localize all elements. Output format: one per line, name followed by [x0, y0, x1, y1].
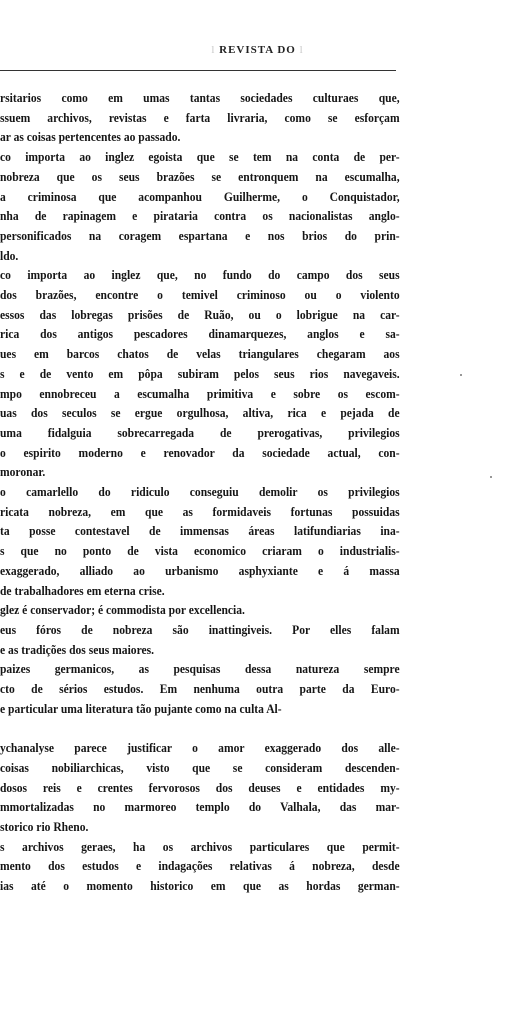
header-rule	[0, 70, 396, 71]
text-line	[0, 719, 400, 739]
text-line: paizes germanicos, as pesquisas dessa natureza sempre	[0, 661, 400, 677]
text-line: ues em barcos chatos de velas triangulares chegaram aos	[0, 346, 400, 362]
text-line: uas dos seculos se ergue orgulhosa, altiva, rica e pejada de	[0, 405, 400, 421]
text-line: exaggerado, alliado ao urbanismo asphyxiante e á massa	[0, 562, 400, 578]
text-line: s e de vento em pôpa subiram pelos seus rios navegaveis.	[0, 365, 400, 381]
text-line: personificados na coragem espartana e nos brios do prin-	[0, 227, 400, 243]
text-line: uma fidalguia sobrecarregada de prerogativas, privilegios	[0, 424, 400, 440]
text-line: essos das lobregas prisões de Ruão, ou o lobrigue na car-	[0, 306, 400, 322]
text-line: s archivos geraes, ha os archivos particulares que permit-	[0, 838, 400, 854]
text-line: dos brazões, encontre o temivel criminoso ou o violento	[0, 287, 400, 303]
text-line: nobreza que os seus brazões se entronquem na escumalha,	[0, 168, 400, 184]
text-line: co importa ao inglez que, no fundo do campo dos seus	[0, 267, 400, 283]
text-line: e as tradições dos seus maiores.	[0, 641, 155, 657]
text-line: e particular uma literatura tão pujante como na culta Al-	[0, 700, 282, 716]
text-line: s que no ponto de vista economico criaram o industrialis-	[0, 543, 400, 559]
running-header	[0, 44, 515, 56]
text-line: de trabalhadores em eterna crise.	[0, 582, 165, 598]
text-line: o espirito moderno e renovador da sociedade actual, con-	[0, 444, 400, 460]
text-line: cto de sérios estudos. Em nenhuma outra parte da Euro-	[0, 681, 400, 697]
text-line: mpo ennobreceu a escumalha primitiva e sobre os escom-	[0, 385, 400, 401]
text-line: coisas nobiliarchicas, visto que se consideram descenden-	[0, 759, 400, 775]
text-line: moronar.	[0, 464, 46, 480]
header-faint-right: l	[299, 44, 304, 56]
text-line: a criminosa que acompanhou Guilherme, o Conquistador,	[0, 188, 400, 204]
page-body-text	[0, 88, 400, 896]
text-line: mmortalizadas no marmoreo templo do Valhala, das mar-	[0, 799, 400, 815]
text-line: rica dos antigos pescadores dinamarquezes, anglos e sa-	[0, 326, 400, 342]
text-line: glez é conservador; é commodista por excellencia.	[0, 602, 245, 618]
text-line: ricata nobreza, em que as formidaveis fortunas possuidas	[0, 503, 400, 519]
header-faint-left: l	[211, 44, 216, 56]
text-line: nha de rapinagem e pirataria contra os nacionalistas anglo-	[0, 208, 400, 224]
text-line: ar as coisas pertencentes ao passado.	[0, 129, 181, 145]
text-line: eus fóros de nobreza são inattingiveis. Por elles falam	[0, 621, 400, 637]
text-line: o camarlello do ridiculo conseguiu demolir os privilegios	[0, 484, 400, 500]
text-line: ldo.	[0, 247, 19, 263]
scan-speck	[490, 476, 492, 478]
text-line: ssuem archivos, revistas e farta livraria, como se esforçam	[0, 109, 400, 125]
text-line: ychanalyse parece justificar o amor exaggerado dos alle-	[0, 740, 400, 756]
text-line: ias até o momento historico em que as hordas german-	[0, 878, 400, 894]
scan-speck	[460, 374, 462, 376]
text-line: mento dos estudos e indagações relativas á nobreza, desde	[0, 858, 400, 874]
text-line: co importa ao inglez egoista que se tem na conta de per-	[0, 149, 400, 165]
text-line: ta posse contestavel de immensas áreas latifundiarias ina-	[0, 523, 400, 539]
header-title: REVISTA DO	[219, 44, 296, 56]
text-line: rsitarios como em umas tantas sociedades culturaes que,	[0, 90, 400, 105]
text-line: dosos reis e crentes fervorosos dos deuses e entidades my-	[0, 779, 400, 795]
text-line: storico rio Rheno.	[0, 819, 89, 835]
